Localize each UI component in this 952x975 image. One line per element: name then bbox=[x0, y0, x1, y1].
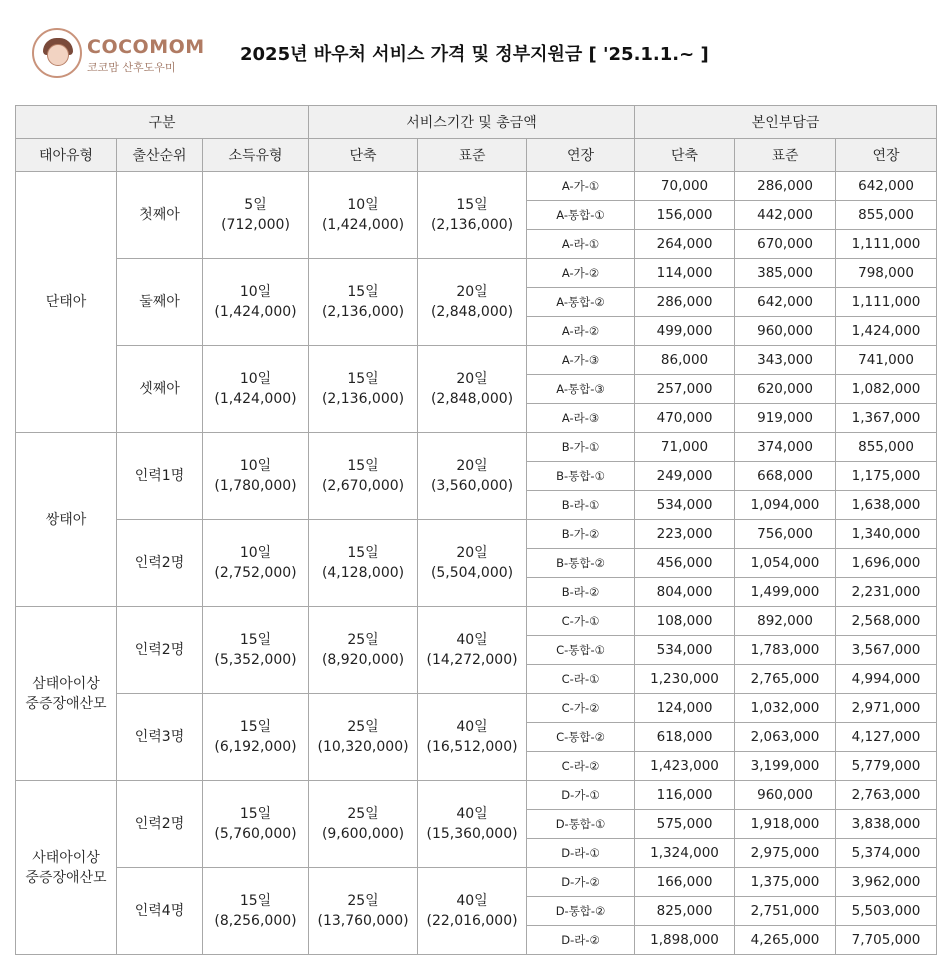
service-standard-cell bbox=[309, 346, 418, 433]
service-total-amount: (6,192,000) bbox=[214, 739, 297, 755]
service-days: 20일 bbox=[456, 284, 488, 300]
copay-short-cell: 264,000 bbox=[635, 230, 735, 259]
fetal-type-cell bbox=[16, 172, 117, 433]
copay-short-cell: 116,000 bbox=[635, 781, 735, 810]
service-days: 15일 bbox=[239, 632, 272, 648]
copay-extended-cell: 741,000 bbox=[836, 346, 937, 375]
copay-extended-cell: 4,994,000 bbox=[836, 665, 937, 694]
service-total-amount: (4,128,000) bbox=[321, 565, 405, 581]
copay-standard-cell: 960,000 bbox=[735, 781, 836, 810]
copay-standard-cell: 892,000 bbox=[735, 607, 836, 636]
service-standard-cell bbox=[309, 781, 418, 868]
copay-extended-cell: 855,000 bbox=[836, 201, 937, 230]
brand-subtitle: 코코맘 산후도우미 bbox=[87, 61, 176, 74]
copay-short-cell: 70,000 bbox=[635, 172, 735, 201]
service-days: 10일 bbox=[239, 371, 272, 387]
service-total-amount: (2,136,000) bbox=[321, 304, 405, 320]
income-type-cell: B-통합-② bbox=[527, 549, 635, 578]
copay-short-cell: 156,000 bbox=[635, 201, 735, 230]
copay-short-cell: 114,000 bbox=[635, 259, 735, 288]
service-days: 15일 bbox=[456, 197, 488, 213]
header-copay-extended: 연장 bbox=[836, 139, 937, 172]
service-days: 10일 bbox=[347, 197, 379, 213]
income-type-cell: D-가-② bbox=[527, 868, 635, 897]
copay-short-cell: 223,000 bbox=[635, 520, 735, 549]
header-service-standard: 표준 bbox=[418, 139, 527, 172]
copay-extended-cell: 4,127,000 bbox=[836, 723, 937, 752]
service-total-amount: (9,600,000) bbox=[321, 826, 405, 842]
service-total-amount: (8,256,000) bbox=[214, 913, 297, 929]
copay-standard-cell: 960,000 bbox=[735, 317, 836, 346]
income-type-cell: C-가-② bbox=[527, 694, 635, 723]
service-total-amount: (712,000) bbox=[221, 217, 290, 233]
birth-order-cell: 인력2명 bbox=[117, 607, 203, 694]
copay-short-cell: 470,000 bbox=[635, 404, 735, 433]
service-standard-cell bbox=[309, 868, 418, 955]
header-income-type: 소득유형 bbox=[203, 139, 309, 172]
service-standard-cell bbox=[309, 694, 418, 781]
copay-standard-cell: 1,499,000 bbox=[735, 578, 836, 607]
income-type-cell: D-통합-① bbox=[527, 810, 635, 839]
page-title: 2025년 바우처 서비스 가격 및 정부지원금 [ '25.1.1.~ ] bbox=[240, 44, 709, 65]
service-total-amount: (2,136,000) bbox=[321, 391, 405, 407]
table-row bbox=[16, 433, 937, 462]
service-total-amount: (5,504,000) bbox=[430, 565, 514, 581]
copay-short-cell: 534,000 bbox=[635, 636, 735, 665]
service-total-amount: (2,752,000) bbox=[214, 565, 297, 581]
copay-short-cell: 86,000 bbox=[635, 346, 735, 375]
fetal-type-label: 중증장애산모 bbox=[25, 869, 107, 886]
income-type-cell: A-가-① bbox=[527, 172, 635, 201]
service-days: 15일 bbox=[347, 284, 379, 300]
header-service-period: 서비스기간 및 총금액 bbox=[309, 106, 635, 139]
service-total-amount: (1,780,000) bbox=[214, 478, 297, 494]
copay-extended-cell: 1,367,000 bbox=[836, 404, 937, 433]
fetal-type-cell bbox=[16, 433, 117, 607]
income-type-cell: C-라-② bbox=[527, 752, 635, 781]
copay-standard-cell: 620,000 bbox=[735, 375, 836, 404]
service-days: 20일 bbox=[456, 545, 488, 561]
header-category: 구분 bbox=[16, 106, 309, 139]
birth-order-cell: 인력2명 bbox=[117, 520, 203, 607]
copay-short-cell: 456,000 bbox=[635, 549, 735, 578]
copay-standard-cell: 1,054,000 bbox=[735, 549, 836, 578]
service-short-cell bbox=[203, 781, 309, 868]
copay-standard-cell: 2,751,000 bbox=[735, 897, 836, 926]
copay-short-cell: 166,000 bbox=[635, 868, 735, 897]
copay-standard-cell: 668,000 bbox=[735, 462, 836, 491]
header-fetal-type: 태아유형 bbox=[16, 139, 117, 172]
service-standard-cell bbox=[309, 259, 418, 346]
service-standard-cell bbox=[309, 433, 418, 520]
copay-standard-cell: 442,000 bbox=[735, 201, 836, 230]
birth-order-cell: 인력3명 bbox=[117, 694, 203, 781]
copay-standard-cell: 374,000 bbox=[735, 433, 836, 462]
copay-standard-cell: 1,783,000 bbox=[735, 636, 836, 665]
income-type-cell: A-통합-③ bbox=[527, 375, 635, 404]
service-total-amount: (13,760,000) bbox=[317, 913, 409, 929]
service-days: 5일 bbox=[244, 197, 267, 213]
fetal-type-label: 삼태아이상 bbox=[32, 675, 100, 692]
income-type-cell: A-통합-② bbox=[527, 288, 635, 317]
copay-short-cell: 499,000 bbox=[635, 317, 735, 346]
copay-standard-cell: 2,975,000 bbox=[735, 839, 836, 868]
header-copay-standard: 표준 bbox=[735, 139, 836, 172]
income-type-cell: D-통합-② bbox=[527, 897, 635, 926]
copay-extended-cell: 5,503,000 bbox=[836, 897, 937, 926]
birth-order-cell: 인력1명 bbox=[117, 433, 203, 520]
copay-extended-cell: 1,111,000 bbox=[836, 288, 937, 317]
fetal-type-label: 쌍태아 bbox=[45, 511, 87, 528]
copay-short-cell: 108,000 bbox=[635, 607, 735, 636]
price-table bbox=[15, 105, 937, 955]
table-row bbox=[16, 868, 937, 897]
copay-short-cell: 249,000 bbox=[635, 462, 735, 491]
copay-short-cell: 534,000 bbox=[635, 491, 735, 520]
service-short-cell bbox=[203, 607, 309, 694]
service-days: 25일 bbox=[347, 719, 379, 735]
copay-extended-cell: 1,638,000 bbox=[836, 491, 937, 520]
copay-extended-cell: 5,779,000 bbox=[836, 752, 937, 781]
copay-extended-cell: 2,763,000 bbox=[836, 781, 937, 810]
copay-standard-cell: 286,000 bbox=[735, 172, 836, 201]
service-total-amount: (1,424,000) bbox=[214, 304, 297, 320]
header-birth-order: 출산순위 bbox=[117, 139, 203, 172]
income-type-cell: D-가-① bbox=[527, 781, 635, 810]
header-copay-short: 단축 bbox=[635, 139, 735, 172]
copay-short-cell: 804,000 bbox=[635, 578, 735, 607]
income-type-cell: C-가-① bbox=[527, 607, 635, 636]
service-total-amount: (10,320,000) bbox=[317, 739, 409, 755]
service-days: 10일 bbox=[239, 545, 272, 561]
service-standard-cell bbox=[309, 520, 418, 607]
copay-short-cell: 1,324,000 bbox=[635, 839, 735, 868]
service-total-amount: (22,016,000) bbox=[426, 913, 518, 929]
service-total-amount: (14,272,000) bbox=[426, 652, 518, 668]
copay-short-cell: 575,000 bbox=[635, 810, 735, 839]
copay-short-cell: 71,000 bbox=[635, 433, 735, 462]
service-extended-cell bbox=[418, 346, 527, 433]
service-days: 25일 bbox=[347, 806, 379, 822]
copay-extended-cell: 1,082,000 bbox=[836, 375, 937, 404]
service-short-cell bbox=[203, 520, 309, 607]
fetal-type-label: 중증장애산모 bbox=[25, 695, 107, 712]
copay-extended-cell: 2,971,000 bbox=[836, 694, 937, 723]
copay-short-cell: 1,230,000 bbox=[635, 665, 735, 694]
income-type-cell: B-라-① bbox=[527, 491, 635, 520]
copay-extended-cell: 642,000 bbox=[836, 172, 937, 201]
income-type-cell: A-가-② bbox=[527, 259, 635, 288]
copay-extended-cell: 3,838,000 bbox=[836, 810, 937, 839]
copay-short-cell: 286,000 bbox=[635, 288, 735, 317]
service-extended-cell bbox=[418, 607, 527, 694]
copay-extended-cell: 1,340,000 bbox=[836, 520, 937, 549]
service-short-cell bbox=[203, 172, 309, 259]
table-row bbox=[16, 259, 937, 288]
copay-standard-cell: 756,000 bbox=[735, 520, 836, 549]
copay-standard-cell: 1,375,000 bbox=[735, 868, 836, 897]
copay-standard-cell: 1,032,000 bbox=[735, 694, 836, 723]
fetal-type-label: 단태아 bbox=[45, 294, 87, 310]
copay-standard-cell: 2,063,000 bbox=[735, 723, 836, 752]
copay-short-cell: 257,000 bbox=[635, 375, 735, 404]
copay-standard-cell: 2,765,000 bbox=[735, 665, 836, 694]
service-total-amount: (2,848,000) bbox=[430, 304, 514, 320]
service-days: 15일 bbox=[239, 806, 272, 822]
table-row bbox=[16, 172, 937, 201]
service-total-amount: (2,136,000) bbox=[430, 217, 514, 233]
service-total-amount: (1,424,000) bbox=[321, 217, 405, 233]
copay-standard-cell: 3,199,000 bbox=[735, 752, 836, 781]
birth-order-cell: 첫째아 bbox=[117, 172, 203, 259]
service-days: 10일 bbox=[239, 284, 272, 300]
birth-order-cell: 인력4명 bbox=[117, 868, 203, 955]
copay-standard-cell: 343,000 bbox=[735, 346, 836, 375]
copay-extended-cell: 1,696,000 bbox=[836, 549, 937, 578]
service-short-cell bbox=[203, 433, 309, 520]
copay-standard-cell: 670,000 bbox=[735, 230, 836, 259]
service-days: 15일 bbox=[347, 371, 379, 387]
brand-logo bbox=[32, 28, 205, 80]
table-row bbox=[16, 346, 937, 375]
service-days: 20일 bbox=[456, 458, 488, 474]
service-days: 10일 bbox=[239, 458, 272, 474]
table-row bbox=[16, 781, 937, 810]
copay-extended-cell: 1,175,000 bbox=[836, 462, 937, 491]
copay-extended-cell: 7,705,000 bbox=[836, 926, 937, 955]
service-days: 25일 bbox=[347, 632, 379, 648]
service-total-amount: (5,760,000) bbox=[214, 826, 297, 842]
service-days: 40일 bbox=[456, 632, 488, 648]
copay-extended-cell: 855,000 bbox=[836, 433, 937, 462]
service-short-cell bbox=[203, 868, 309, 955]
fetal-type-cell bbox=[16, 781, 117, 955]
copay-extended-cell: 798,000 bbox=[836, 259, 937, 288]
copay-short-cell: 825,000 bbox=[635, 897, 735, 926]
copay-extended-cell: 3,962,000 bbox=[836, 868, 937, 897]
header-service-extended: 연장 bbox=[527, 139, 635, 172]
fetal-type-cell bbox=[16, 607, 117, 781]
service-total-amount: (8,920,000) bbox=[321, 652, 405, 668]
service-days: 40일 bbox=[456, 719, 488, 735]
birth-order-cell: 셋째아 bbox=[117, 346, 203, 433]
service-total-amount: (3,560,000) bbox=[430, 478, 514, 494]
income-type-cell: D-라-① bbox=[527, 839, 635, 868]
service-days: 15일 bbox=[239, 893, 272, 909]
income-type-cell: D-라-② bbox=[527, 926, 635, 955]
income-type-cell: A-라-③ bbox=[527, 404, 635, 433]
service-extended-cell bbox=[418, 433, 527, 520]
service-extended-cell bbox=[418, 694, 527, 781]
copay-standard-cell: 642,000 bbox=[735, 288, 836, 317]
service-days: 15일 bbox=[239, 719, 272, 735]
service-days: 40일 bbox=[456, 893, 488, 909]
service-days: 15일 bbox=[347, 545, 379, 561]
copay-standard-cell: 4,265,000 bbox=[735, 926, 836, 955]
service-total-amount: (2,848,000) bbox=[430, 391, 514, 407]
copay-short-cell: 1,423,000 bbox=[635, 752, 735, 781]
service-days: 15일 bbox=[347, 458, 379, 474]
copay-short-cell: 1,898,000 bbox=[635, 926, 735, 955]
income-type-cell: B-라-② bbox=[527, 578, 635, 607]
copay-extended-cell: 2,568,000 bbox=[836, 607, 937, 636]
income-type-cell: B-통합-① bbox=[527, 462, 635, 491]
copay-standard-cell: 1,918,000 bbox=[735, 810, 836, 839]
income-type-cell: A-라-② bbox=[527, 317, 635, 346]
birth-order-cell: 둘째아 bbox=[117, 259, 203, 346]
service-short-cell bbox=[203, 346, 309, 433]
service-total-amount: (2,670,000) bbox=[321, 478, 405, 494]
service-extended-cell bbox=[418, 520, 527, 607]
header-service-short: 단축 bbox=[309, 139, 418, 172]
copay-extended-cell: 1,111,000 bbox=[836, 230, 937, 259]
copay-standard-cell: 919,000 bbox=[735, 404, 836, 433]
service-days: 25일 bbox=[347, 893, 379, 909]
service-days: 20일 bbox=[456, 371, 488, 387]
birth-order-cell: 인력2명 bbox=[117, 781, 203, 868]
service-total-amount: (16,512,000) bbox=[426, 739, 518, 755]
service-extended-cell bbox=[418, 781, 527, 868]
service-total-amount: (15,360,000) bbox=[426, 826, 518, 842]
service-short-cell bbox=[203, 259, 309, 346]
service-extended-cell bbox=[418, 868, 527, 955]
table-row bbox=[16, 607, 937, 636]
copay-standard-cell: 1,094,000 bbox=[735, 491, 836, 520]
brand-name: COCOMOM bbox=[87, 36, 205, 58]
copay-extended-cell: 2,231,000 bbox=[836, 578, 937, 607]
service-total-amount: (1,424,000) bbox=[214, 391, 297, 407]
income-type-cell: C-통합-② bbox=[527, 723, 635, 752]
copay-extended-cell: 1,424,000 bbox=[836, 317, 937, 346]
service-extended-cell bbox=[418, 172, 527, 259]
copay-standard-cell: 385,000 bbox=[735, 259, 836, 288]
mother-logo-icon bbox=[32, 28, 82, 78]
copay-short-cell: 618,000 bbox=[635, 723, 735, 752]
service-standard-cell bbox=[309, 172, 418, 259]
service-standard-cell bbox=[309, 607, 418, 694]
table-body bbox=[16, 172, 937, 955]
income-type-cell: A-통합-① bbox=[527, 201, 635, 230]
copay-short-cell: 124,000 bbox=[635, 694, 735, 723]
table-row bbox=[16, 520, 937, 549]
service-total-amount: (5,352,000) bbox=[214, 652, 297, 668]
income-type-cell: C-통합-① bbox=[527, 636, 635, 665]
fetal-type-label: 사태아이상 bbox=[32, 849, 100, 866]
copay-extended-cell: 3,567,000 bbox=[836, 636, 937, 665]
income-type-cell: B-가-① bbox=[527, 433, 635, 462]
service-short-cell bbox=[203, 694, 309, 781]
table-row bbox=[16, 694, 937, 723]
income-type-cell: C-라-① bbox=[527, 665, 635, 694]
header-copay: 본인부담금 bbox=[635, 106, 937, 139]
copay-extended-cell: 5,374,000 bbox=[836, 839, 937, 868]
income-type-cell: A-라-① bbox=[527, 230, 635, 259]
service-extended-cell bbox=[418, 259, 527, 346]
income-type-cell: B-가-② bbox=[527, 520, 635, 549]
service-days: 40일 bbox=[456, 806, 488, 822]
income-type-cell: A-가-③ bbox=[527, 346, 635, 375]
